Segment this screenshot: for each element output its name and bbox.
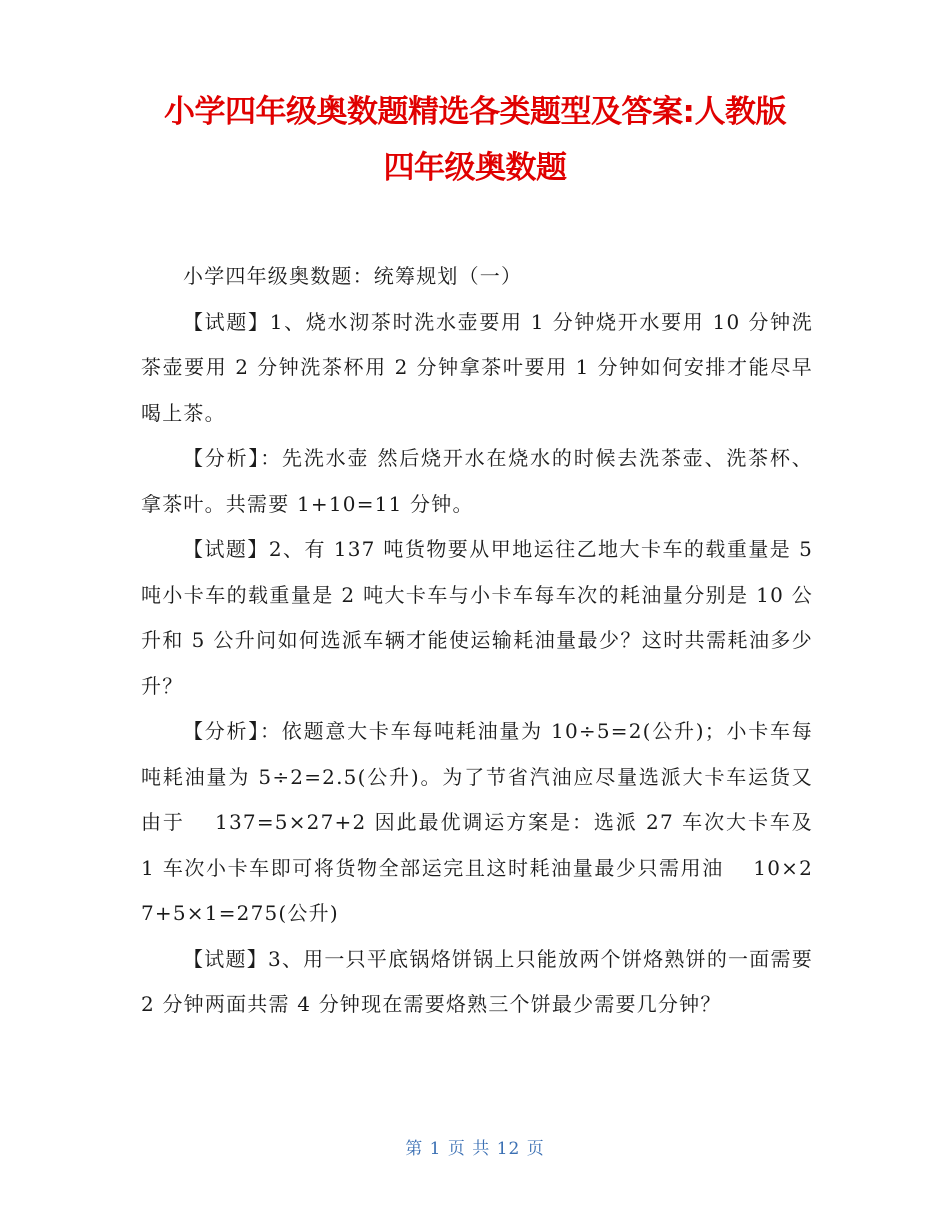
document-title-line-1: 小学四年级奥数题精选各类题型及答案:人教版 [164, 94, 786, 130]
question-3: 【试题】3、用一只平底锅烙饼锅上只能放两个饼烙熟饼的一面需要 2 分钟两面共需 4 分钟现在需要烙熟三个饼最少需要几分钟？ [141, 946, 813, 1016]
analysis-2: 【分析】：依题意大卡车每吨耗油量为 10÷5=2(公升)；小卡车每吨耗油量为 5÷2=2.5(公升)。为了节省汽油应尽量选派大卡车运货又由于 137=5×27+2 因此最优调运方案是：选派 27 车次大卡车及 1 车次小卡车即可将货物全部运完且这时耗油量最少只需用油 10×27+5×1=275(公升) [141, 719, 813, 925]
section-heading: 小学四年级奥数题：统筹规划（一） [183, 264, 523, 288]
question-2: 【试题】2、有 137 吨货物要从甲地运往乙地大卡车的载重量是 5 吨小卡车的载重量是 2 吨大卡车与小卡车每车次的耗油量分别是 10 公升和 5 公升问如何选派车辆才能使运输耗油量最少？这时共需耗油多少升？ [141, 537, 813, 698]
analysis-1: 【分析】：先洗水壶 然后烧开水在烧水的时候去洗茶壶、洗茶杯、拿茶叶。共需要 1+10=11 分钟。 [141, 446, 813, 516]
document-title [100, 84, 850, 196]
page-number-footer: 第 1 页 共 12 页 [405, 1139, 545, 1159]
question-1: 【试题】1、烧水沏茶时洗水壶要用 1 分钟烧开水要用 10 分钟洗茶壶要用 2 分钟洗茶杯用 2 分钟拿茶叶要用 1 分钟如何安排才能尽早喝上茶。 [141, 309, 813, 425]
document-title-line-2: 四年级奥数题 [383, 150, 567, 186]
document-body [141, 254, 813, 1028]
